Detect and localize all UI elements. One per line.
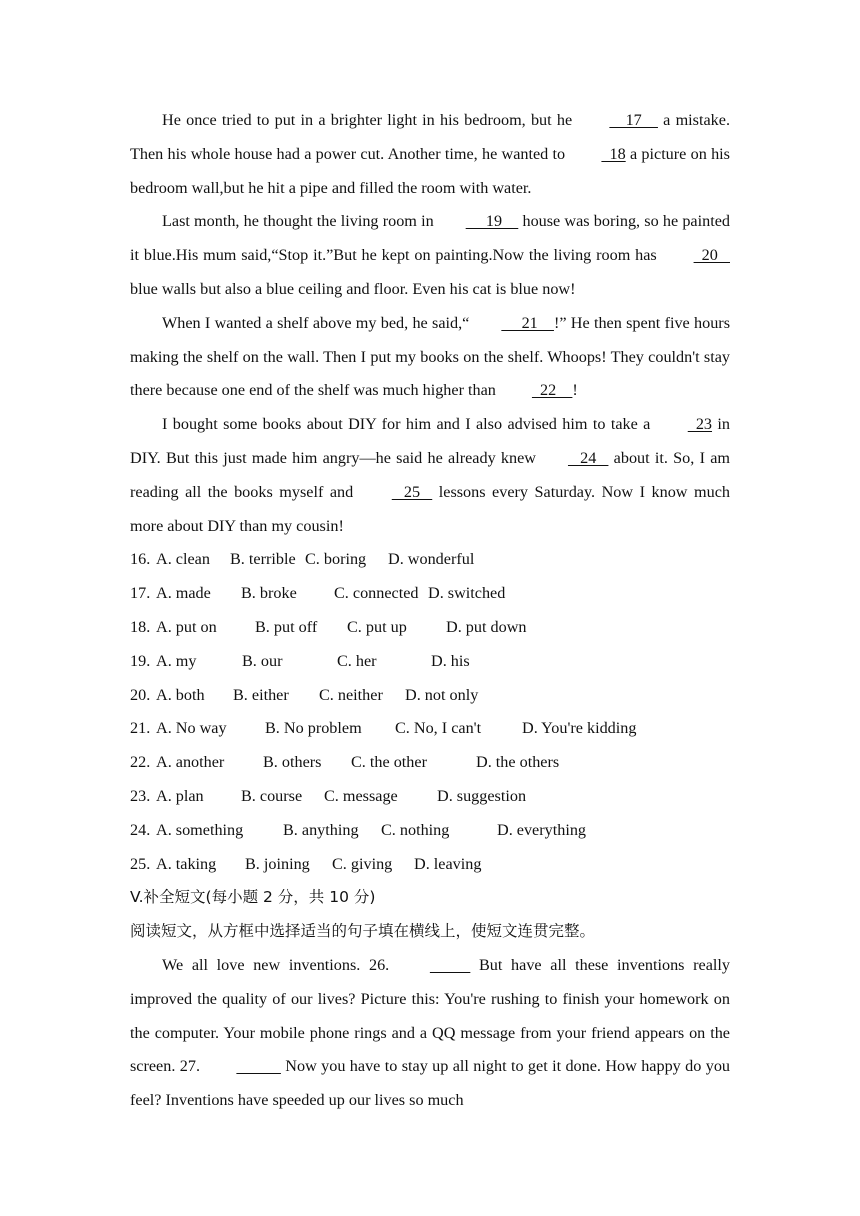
option-c: C. nothing: [381, 820, 450, 839]
passage-paragraph-4: [130, 408, 730, 543]
question-21: [130, 712, 730, 746]
question-18: [130, 611, 730, 645]
blank-19: 19: [465, 212, 519, 231]
option-b: B. put off: [255, 617, 318, 636]
option-a: A. put on: [156, 617, 217, 636]
blank-20: 20: [693, 246, 730, 265]
option-b: B. terrible: [230, 550, 296, 569]
passage2-paragraph: [130, 949, 730, 1118]
text: We all love new inventions. 26.: [162, 955, 398, 974]
blank-21: 21: [501, 313, 554, 332]
question-number: 19.: [130, 651, 151, 670]
passage-paragraph-1: [130, 104, 730, 205]
question-number: 23.: [130, 786, 151, 805]
question-24: [130, 814, 730, 848]
option-d: D. suggestion: [437, 786, 527, 805]
text: When I wanted a shelf above my bed, he said,“: [162, 313, 470, 332]
option-d: D. You're kidding: [522, 719, 637, 738]
question-number: 16.: [130, 550, 151, 569]
question-number: 18.: [130, 617, 151, 636]
text: a picture on his bedroom wall,but he hit a pipe and filled the room with water.: [130, 144, 730, 197]
option-b: B. anything: [283, 820, 359, 839]
passage-paragraph-2: [130, 205, 730, 306]
text: He once tried to put in a brighter light in his bedroom, but he: [162, 111, 578, 129]
option-d: D. switched: [428, 584, 506, 603]
blank-18: 18: [601, 144, 626, 163]
text: in DIY. But this just made him angry—he said he already knew: [130, 415, 730, 467]
text: Last month, he thought the living room in: [162, 212, 434, 231]
option-d: D. everything: [497, 820, 587, 839]
text: !” He then spent five hours making the shelf on the wall. Then I put my books on the shelf. Whoops! They couldn't stay there because one end of the shelf was much higher than: [130, 313, 730, 400]
option-d: D. his: [431, 651, 470, 670]
text: lessons every Saturday. Now I know much more about DIY than my cousin!: [130, 482, 730, 535]
option-d: D. wonderful: [388, 550, 475, 569]
question-20: [130, 679, 730, 713]
option-c: C. neither: [319, 685, 383, 704]
question-17: [130, 577, 730, 611]
option-c: C. message: [324, 786, 398, 805]
option-a: A. clean: [156, 550, 210, 569]
option-a: A. both: [156, 685, 205, 704]
option-b: B. others: [263, 753, 322, 772]
text: !: [572, 381, 578, 400]
question-number: 22.: [130, 753, 151, 772]
option-b: B. course: [241, 786, 303, 805]
question-list: [130, 543, 730, 881]
option-b: B. broke: [241, 584, 297, 603]
blank-27: [204, 1050, 281, 1084]
option-b: B. No problem: [265, 719, 362, 738]
option-a: A. something: [156, 820, 244, 839]
text: But have all these inventions really improved the quality of our lives? Picture this: You're rushing to finish your homework on the computer. Your mobile phone rings and a QQ message from your friend appears on the screen. 27.: [130, 955, 730, 1076]
blank-24: 24: [567, 448, 609, 467]
option-b: B. our: [242, 651, 283, 670]
question-number: 20.: [130, 685, 151, 704]
option-a: A. my: [156, 651, 197, 670]
question-number: 25.: [130, 854, 151, 873]
passage-paragraph-3: [130, 307, 730, 408]
text: Now you have to stay up all night to get it done. How happy do you feel? Inventions have speeded up our lives so much: [130, 1057, 731, 1110]
option-d: D. not only: [405, 685, 479, 704]
option-c: C. the other: [351, 753, 427, 772]
option-d: D. leaving: [414, 854, 482, 873]
question-19: [130, 645, 730, 679]
option-a: A. made: [156, 584, 211, 603]
option-b: B. either: [233, 685, 289, 704]
text: blue walls but also a blue ceiling and floor. Even his cat is blue now!: [130, 279, 576, 298]
option-c: C. connected: [334, 584, 419, 603]
option-c: C. put up: [347, 617, 407, 636]
text: house was boring, so he painted it blue.His mum said,“Stop it.”But he kept on painting.Now the living room has: [130, 212, 730, 265]
section-instruction: 阅读短文，从方框中选择适当的句子填在横线上，使短文连贯完整。: [130, 922, 596, 941]
blank-23: 23: [687, 415, 713, 434]
option-c: C. boring: [305, 550, 367, 569]
option-a: A. taking: [156, 854, 217, 873]
question-number: 21.: [130, 719, 151, 738]
question-23: [130, 780, 730, 814]
text: I bought some books about DIY for him and I also advised him to take a: [162, 415, 656, 434]
option-b: B. joining: [245, 854, 310, 873]
text: a mistake. Then his whole house had a power cut. Another time, he wanted to: [130, 111, 730, 163]
option-a: A. No way: [156, 719, 227, 738]
option-c: C. No, I can't: [395, 719, 482, 738]
blank-17: 17: [609, 111, 658, 129]
text: about it. So, I am reading all the books myself and: [130, 448, 730, 501]
question-16: [130, 543, 730, 577]
blank-22: 22: [531, 381, 573, 400]
option-a: A. another: [156, 753, 225, 772]
document-page: [130, 104, 730, 1118]
question-number: 17.: [130, 584, 151, 603]
blank-25: 25: [391, 482, 433, 501]
question-22: [130, 746, 730, 780]
option-d: D. put down: [446, 617, 527, 636]
option-a: A. plan: [156, 786, 204, 805]
blank-26: [398, 949, 470, 983]
section-heading: V.补全短文(每小题 2 分，共 10 分): [130, 888, 376, 907]
question-number: 24.: [130, 820, 151, 839]
option-d: D. the others: [476, 753, 560, 772]
option-c: C. giving: [332, 854, 393, 873]
option-c: C. her: [337, 651, 377, 670]
question-25: [130, 848, 730, 882]
